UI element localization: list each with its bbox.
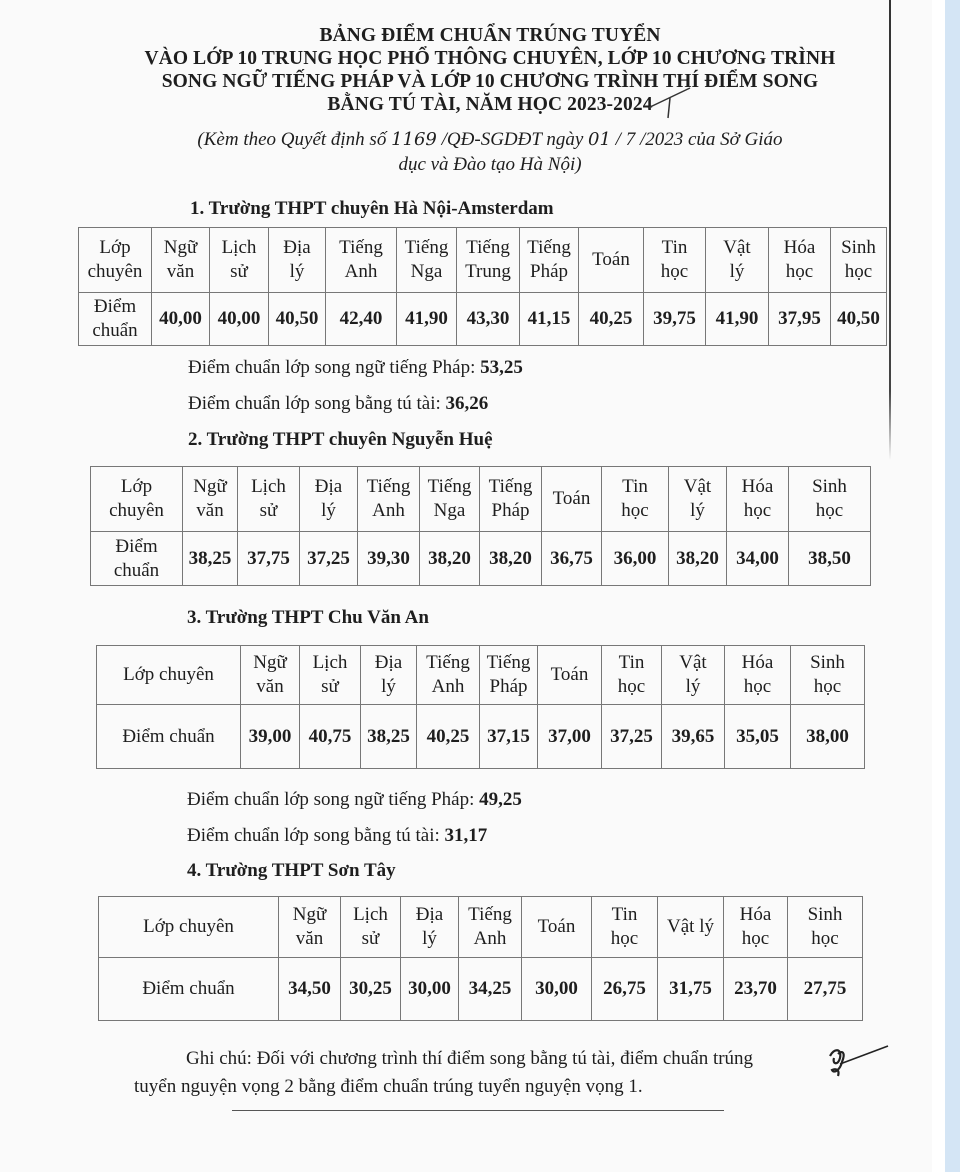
column-header-text: Lịch: [353, 904, 388, 925]
column-header: [480, 646, 538, 705]
score-cell: 38,25: [361, 705, 417, 769]
header-row: [97, 646, 865, 705]
viewer-gap: [932, 0, 945, 1172]
score-cell: 34,00: [727, 532, 789, 586]
section-1-note-1: [188, 357, 523, 379]
column-header: [152, 228, 210, 293]
column-header-text: Tin: [622, 476, 648, 497]
row-label-data-text: Điểm chuẩn: [142, 978, 235, 999]
column-header: [658, 897, 724, 958]
section-4-table: [98, 896, 863, 1021]
handwritten-mark-icon: [644, 84, 694, 120]
column-header: [241, 646, 300, 705]
header-row: [79, 228, 887, 293]
column-header-text: Toán: [552, 488, 591, 509]
column-header-text: Toán: [550, 664, 589, 685]
column-header: [269, 228, 326, 293]
note-label: Điểm chuẩn lớp song bằng tú tài:: [188, 393, 446, 414]
column-header: [457, 228, 520, 293]
column-header-text: Toán: [592, 249, 630, 270]
column-header-text: Tiếng: [527, 237, 571, 258]
section-4-heading: 4. Trường THPT Sơn Tây: [187, 860, 396, 881]
row-label-data-text: Điểm chuẩn: [122, 725, 215, 747]
column-header: [480, 467, 542, 532]
column-header-text: sử: [361, 928, 380, 949]
score-cell: 38,25: [183, 532, 238, 586]
column-header: [401, 897, 459, 958]
section-2-heading: 2. Trường THPT chuyên Nguyễn Huệ: [188, 429, 493, 450]
column-header: [420, 467, 480, 532]
header-row: [99, 897, 863, 958]
note-value: 53,25: [480, 357, 523, 378]
column-header-text: học: [741, 928, 770, 949]
row-label-header-text: chuyên: [109, 500, 164, 521]
viewer-side-panel: [945, 0, 960, 1172]
column-header-text: Toán: [537, 916, 576, 937]
column-header-text: Tiếng: [404, 237, 449, 258]
column-header: [417, 646, 480, 705]
score-cell: 30,25: [341, 958, 401, 1021]
doc-title-line-3: SONG NGỮ TIẾNG PHÁP VÀ LỚP 10 CHƯƠNG TRÌNH THÍ ĐIỂM SONG: [161, 71, 819, 92]
score-cell: 39,30: [358, 532, 420, 586]
column-header-text: Ngữ: [253, 652, 287, 673]
score-cell: 42,40: [326, 293, 397, 346]
column-header-text: Địa: [283, 237, 311, 258]
row-label-header: [97, 646, 241, 705]
column-header: [724, 897, 788, 958]
column-header-text: lý: [381, 676, 396, 697]
column-header-text: Ngữ: [193, 476, 227, 497]
score-cell: 35,05: [725, 705, 791, 769]
column-header: [520, 228, 579, 293]
scan-edge-line: [889, 0, 891, 460]
score-cell: 40,50: [831, 293, 887, 346]
doc-title-line-1: BẢNG ĐIỂM CHUẨN TRÚNG TUYỂN: [319, 25, 661, 46]
column-header: [361, 646, 417, 705]
column-header-text: Tin: [611, 904, 638, 925]
column-header: [831, 228, 887, 293]
column-header-text: Sinh: [810, 652, 845, 673]
column-header-text: học: [617, 676, 646, 697]
score-cell: 37,25: [602, 705, 662, 769]
footnote-line-2: tuyển nguyện vọng 2 bằng điểm chuẩn trúng tuyển nguyện vọng 1.: [134, 1076, 643, 1097]
column-header: [789, 467, 871, 532]
column-header-text: Vật: [679, 652, 707, 673]
score-cell: 36,00: [602, 532, 669, 586]
column-header-text: Hóa: [741, 476, 774, 497]
column-header-text: lý: [422, 928, 437, 949]
column-header-text: Tiếng: [427, 476, 472, 497]
score-cell: 31,75: [658, 958, 724, 1021]
column-header-text: văn: [196, 500, 224, 521]
column-header: [341, 897, 401, 958]
doc-title-line-2: VÀO LỚP 10 TRUNG HỌC PHỔ THÔNG CHUYÊN, LỚP 10 CHƯƠNG TRÌNH: [144, 48, 836, 69]
column-header-text: Tiếng: [468, 904, 512, 925]
row-label-data: [91, 532, 183, 586]
column-header-text: Sinh: [841, 237, 876, 258]
column-header-text: học: [811, 928, 839, 949]
column-header: [706, 228, 769, 293]
row-label-data: [79, 293, 152, 346]
column-header-text: Địa: [415, 904, 444, 925]
score-row: [99, 958, 863, 1021]
column-header-text: lý: [321, 500, 336, 521]
subtitle-part3: / 7 /2023 của Sở Giáo: [610, 129, 783, 150]
column-header-text: văn: [295, 928, 324, 949]
row-label-data: [99, 958, 279, 1021]
column-header: [542, 467, 602, 532]
column-header-text: Sinh: [812, 476, 847, 497]
row-label-data-text: chuẩn: [113, 559, 160, 581]
doc-subtitle-line-1: [130, 128, 850, 152]
column-header: [791, 646, 865, 705]
column-header: [397, 228, 457, 293]
column-header: [727, 467, 789, 532]
column-header: [300, 467, 358, 532]
score-cell: 27,75: [788, 958, 863, 1021]
closing-rule: [232, 1110, 724, 1111]
doc-title-line-4: BẰNG TÚ TÀI, NĂM HỌC 2023-2024: [327, 94, 653, 115]
note-value: 49,25: [479, 789, 522, 810]
section-3-heading: 3. Trường THPT Chu Văn An: [187, 607, 429, 628]
score-cell: 37,75: [238, 532, 300, 586]
column-header: [788, 897, 863, 958]
column-header: [326, 228, 397, 293]
score-cell: 38,20: [480, 532, 542, 586]
column-header-text: học: [743, 500, 772, 521]
column-header-text: Anh: [372, 500, 405, 521]
section-3-note-2: [187, 825, 487, 847]
score-cell: 40,25: [579, 293, 644, 346]
column-header-text: văn: [256, 676, 284, 697]
decision-day: 01: [588, 129, 611, 150]
column-header-text: học: [813, 676, 842, 697]
column-header: [602, 467, 669, 532]
column-header-text: Tiếng: [486, 652, 531, 673]
column-header-text: lý: [690, 500, 705, 521]
score-cell: 40,00: [210, 293, 269, 346]
score-cell: 38,50: [789, 532, 871, 586]
column-header-text: sử: [259, 500, 278, 521]
column-header-text: Hóa: [739, 904, 772, 925]
section-2-table: [90, 466, 871, 586]
column-header-text: sử: [230, 261, 248, 282]
row-label-header: [79, 228, 152, 293]
score-cell: 40,25: [417, 705, 480, 769]
section-1-note-2: [188, 393, 488, 415]
row-label-data-text: Điểm: [93, 296, 137, 317]
section-1-heading: 1. Trường THPT chuyên Hà Nội-Amsterdam: [190, 198, 554, 219]
footnote-line-1: Ghi chú: Đối với chương trình thí điểm song bằng tú tài, điểm chuẩn trúng: [186, 1048, 754, 1069]
column-header-text: Lịch: [251, 476, 286, 497]
column-header-text: Ngữ: [163, 237, 198, 258]
decision-number: 1169: [391, 129, 437, 150]
row-label-header-text: Lớp chuyên: [123, 664, 214, 685]
column-header-text: Lịch: [312, 652, 348, 673]
column-header-text: học: [660, 261, 689, 282]
header-row: [91, 467, 871, 532]
column-header: [538, 646, 602, 705]
column-header-text: Địa: [314, 476, 343, 497]
score-cell: 41,15: [520, 293, 579, 346]
column-header-text: văn: [166, 261, 195, 282]
column-header-text: lý: [289, 261, 305, 282]
column-header-text: sử: [321, 676, 339, 697]
score-cell: 38,20: [420, 532, 480, 586]
column-header-text: Lịch: [221, 237, 257, 258]
score-cell: 30,00: [522, 958, 592, 1021]
row-label-data: [97, 705, 241, 769]
column-header-text: Vật: [683, 476, 712, 497]
note-label: Điểm chuẩn lớp song ngữ tiếng Pháp:: [187, 789, 480, 810]
column-header-text: lý: [729, 261, 745, 282]
column-header: [644, 228, 706, 293]
row-label-header: [91, 467, 183, 532]
score-cell: 37,95: [769, 293, 831, 346]
column-header: [183, 467, 238, 532]
column-header: [662, 646, 725, 705]
column-header-text: Pháp: [491, 500, 530, 521]
column-header-text: học: [785, 261, 814, 282]
score-cell: 36,75: [542, 532, 602, 586]
column-header: [669, 467, 727, 532]
column-header-text: lý: [685, 676, 701, 697]
column-header-text: Pháp: [489, 676, 528, 697]
column-header-text: học: [815, 500, 844, 521]
section-3-note-1: [187, 789, 522, 811]
note-label: Điểm chuẩn lớp song ngữ tiếng Pháp:: [188, 357, 481, 378]
score-cell: 30,00: [401, 958, 459, 1021]
column-header-text: học: [844, 261, 873, 282]
score-cell: 37,15: [480, 705, 538, 769]
column-header-text: Tiếng: [466, 237, 510, 258]
score-cell: 38,00: [791, 705, 865, 769]
score-cell: 41,90: [397, 293, 457, 346]
row-label-header: [99, 897, 279, 958]
score-cell: 43,30: [457, 293, 520, 346]
score-cell: 38,20: [669, 532, 727, 586]
column-header-text: học: [743, 676, 772, 697]
column-header: [459, 897, 522, 958]
row-label-header-text: Lớp: [99, 237, 131, 258]
column-header: [358, 467, 420, 532]
column-header-text: Sinh: [807, 904, 843, 925]
score-row: [91, 532, 871, 586]
note-value: 31,17: [444, 825, 488, 846]
column-header-text: Ngữ: [292, 904, 327, 925]
column-header-text: Trung: [465, 261, 511, 282]
subtitle-part1: (Kèm theo Quyết định số: [197, 129, 392, 150]
row-label-header-text: chuyên: [87, 261, 143, 282]
score-cell: 37,00: [538, 705, 602, 769]
score-cell: 39,00: [241, 705, 300, 769]
column-header: [725, 646, 791, 705]
column-header: [592, 897, 658, 958]
column-header: [279, 897, 341, 958]
column-header-text: Anh: [473, 928, 507, 949]
score-row: [79, 293, 887, 346]
column-header: [522, 897, 592, 958]
score-cell: 34,25: [459, 958, 522, 1021]
column-header: [579, 228, 644, 293]
column-header-text: Anh: [344, 261, 378, 282]
score-cell: 23,70: [724, 958, 788, 1021]
section-1-table: [78, 227, 887, 346]
row-label-header-text: Lớp chuyên: [143, 916, 234, 937]
score-cell: 41,90: [706, 293, 769, 346]
note-label: Điểm chuẩn lớp song bằng tú tài:: [187, 825, 445, 846]
column-header-text: Nga: [410, 261, 443, 282]
signature-initial-icon: [826, 1040, 890, 1078]
score-cell: 37,25: [300, 532, 358, 586]
column-header-text: Hóa: [741, 652, 774, 673]
row-label-header-text: Lớp: [120, 476, 153, 497]
column-header: [300, 646, 361, 705]
column-header-text: Tin: [661, 237, 688, 258]
column-header-text: Tiếng: [488, 476, 533, 497]
score-cell: 40,00: [152, 293, 210, 346]
section-3-table: [96, 645, 865, 769]
score-cell: 34,50: [279, 958, 341, 1021]
doc-subtitle-line-2: dục và Đào tạo Hà Nội): [398, 154, 582, 175]
note-value: 36,26: [445, 393, 489, 414]
row-label-data-text: chuẩn: [92, 320, 138, 341]
column-header-text: Vật: [723, 237, 751, 258]
subtitle-part2: /QĐ-SGDĐT ngày: [436, 129, 589, 150]
score-cell: 26,75: [592, 958, 658, 1021]
score-cell: 40,50: [269, 293, 326, 346]
column-header-text: học: [621, 500, 649, 521]
column-header-text: Tiếng: [426, 652, 470, 673]
column-header-text: Tiếng: [366, 476, 411, 497]
column-header-text: Nga: [433, 500, 466, 521]
column-header-text: Địa: [374, 652, 403, 673]
column-header: [602, 646, 662, 705]
column-header: [210, 228, 269, 293]
score-cell: 40,75: [300, 705, 361, 769]
score-cell: 39,65: [662, 705, 725, 769]
column-header-text: học: [610, 928, 639, 949]
column-header-text: Tiếng: [339, 237, 383, 258]
column-header: [238, 467, 300, 532]
score-row: [97, 705, 865, 769]
row-label-data-text: Điểm: [115, 535, 158, 557]
column-header-text: Vật lý: [667, 916, 714, 937]
column-header-text: Anh: [431, 676, 465, 697]
column-header-text: Hóa: [783, 237, 816, 258]
score-cell: 39,75: [644, 293, 706, 346]
column-header: [769, 228, 831, 293]
column-header-text: Tin: [618, 652, 645, 673]
column-header-text: Pháp: [530, 261, 568, 282]
